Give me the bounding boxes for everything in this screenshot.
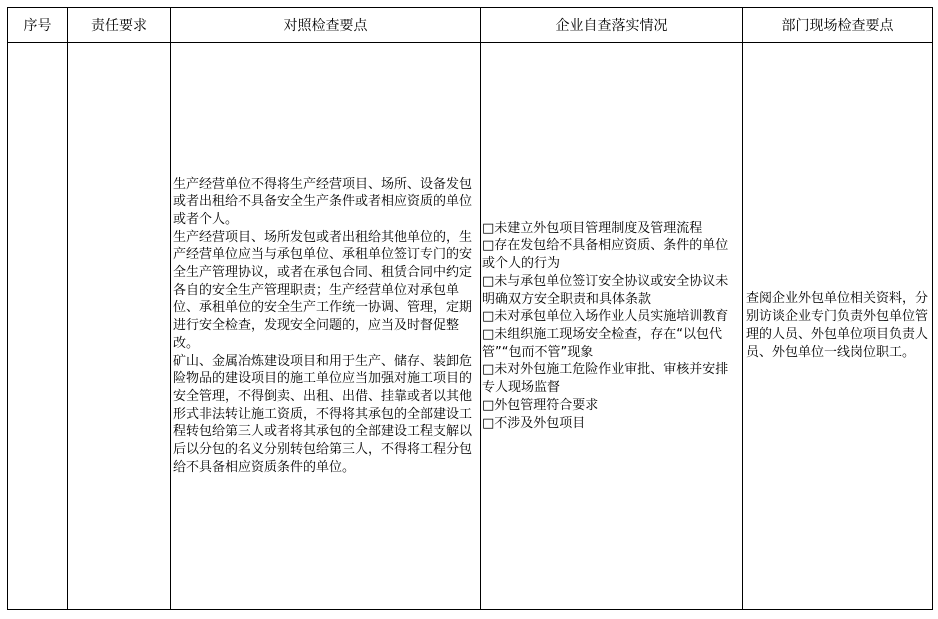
self-check-item: □未建立外包项目管理制度及管理流程 [482, 220, 703, 236]
inspection-table [7, 7, 933, 610]
self-check-list [481, 220, 742, 432]
check-point-paragraph: 生产经营项目、场所发包或者出租给其他单位的，生产经营单位应当与承包单位、承租单位签订专门的安全生产管理协议，或者在承包合同、租赁合同中约定各自的安全生产管理职责；生产经营单位对承包单位、承租单位的安全生产工作统一协调、管理，定期进行安全检查，发现安全问题的，应当及时督促整改。 [173, 229, 473, 351]
header-no: 序号 [8, 8, 68, 43]
check-points-text [171, 176, 480, 477]
check-point-paragraph: 生产经营单位不得将生产经营项目、场所、设备发包或者出租给不具备安全生产条件或者相应资质的单位或者个人。 [173, 176, 473, 227]
header-dept-check: 部门现场检查要点 [743, 8, 933, 43]
cell-check-points [171, 43, 481, 610]
cell-responsibility [68, 43, 171, 610]
self-check-item: □未与承包单位签订安全协议或安全协议未明确双方安全职责和具体条款 [482, 273, 729, 307]
header-self-check: 企业自查落实情况 [481, 8, 743, 43]
table-row [8, 43, 933, 610]
header-responsibility: 责任要求 [68, 8, 171, 43]
dept-check-text: 查阅企业外包单位相关资料，分别访谈企业专门负责外包单位管理的人员、外包单位项目负责人员、外包单位一线岗位职工。 [746, 291, 929, 360]
self-check-item: □外包管理符合要求 [482, 397, 599, 413]
header-check-points: 对照检查要点 [171, 8, 481, 43]
header-row [8, 8, 933, 43]
self-check-item: □未对外包施工危险作业审批、审核并安排专人现场监督 [482, 362, 729, 396]
self-check-item: □未对承包单位入场作业人员实施培训教育 [482, 309, 729, 325]
cell-self-check [481, 43, 743, 610]
self-check-item: □存在发包给不具备相应资质、条件的单位或个人的行为 [482, 238, 729, 272]
check-point-paragraph: 矿山、金属冶炼建设项目和用于生产、储存、装卸危险物品的建设项目的施工单位应当加强对施工项目的安全管理，不得倒卖、出租、出借、挂靠或者以其他形式非法转让施工资质，不得将其承包的全部建设工程转包给第三人或者将其承包的全部建设工程支解以后以分包的名义分别转包给第三人，不得将工程分包给不具备相应资质条件的单位。 [173, 353, 473, 475]
self-check-item: □未组织施工现场安全检查，存在“以包代管”“包而不管”现象 [482, 327, 723, 360]
self-check-item: □不涉及外包项目 [482, 415, 586, 431]
cell-no [8, 43, 68, 610]
cell-dept-check [743, 43, 933, 610]
